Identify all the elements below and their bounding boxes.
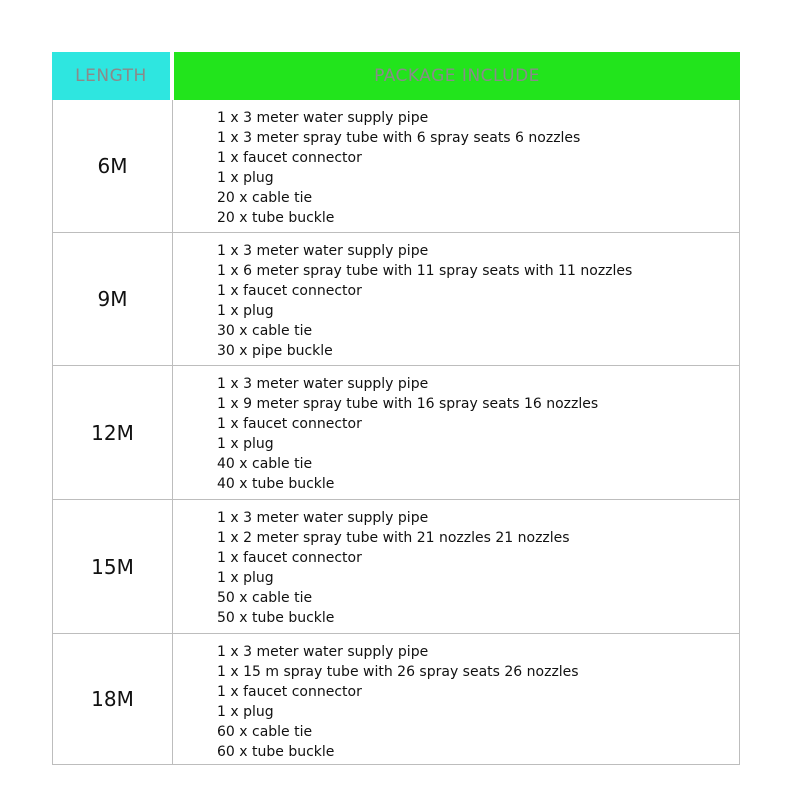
table-header (52, 52, 740, 100)
package-items-cell (173, 366, 739, 499)
package-item: 1 x 3 meter spray tube with 6 spray seats 6 nozzles (217, 130, 581, 146)
table-row (53, 232, 739, 365)
package-item: 1 x 3 meter water supply pipe (217, 110, 429, 126)
package-item: 50 x tube buckle (217, 610, 335, 626)
package-items-cell (173, 100, 739, 232)
package-item: 1 x 3 meter water supply pipe (217, 644, 429, 660)
length-cell: 12M (53, 366, 173, 499)
package-item: 1 x plug (217, 704, 274, 720)
package-item: 60 x cable tie (217, 724, 313, 740)
table-row (53, 365, 739, 499)
package-include-header: PACKAGE INCLUDE (174, 52, 740, 100)
package-item: 1 x 2 meter spray tube with 21 nozzles 21 nozzles (217, 530, 570, 546)
package-item: 1 x 6 meter spray tube with 11 spray seats with 11 nozzles (217, 263, 633, 279)
package-item: 1 x plug (217, 303, 274, 319)
package-item: 50 x cable tie (217, 590, 313, 606)
table-row (53, 633, 739, 764)
package-item: 1 x plug (217, 570, 274, 586)
package-items-cell (173, 500, 739, 633)
package-item: 30 x cable tie (217, 323, 313, 339)
package-items-cell (173, 233, 739, 365)
package-item: 1 x faucet connector (217, 550, 362, 566)
package-item: 1 x faucet connector (217, 416, 362, 432)
package-item: 20 x cable tie (217, 190, 313, 206)
table-row (53, 100, 739, 232)
length-header: LENGTH (52, 52, 170, 100)
table-body (52, 100, 740, 765)
package-item: 1 x faucet connector (217, 684, 362, 700)
length-cell: 18M (53, 634, 173, 764)
package-item: 40 x tube buckle (217, 476, 335, 492)
package-item: 1 x plug (217, 436, 274, 452)
table-row (53, 499, 739, 633)
package-item: 1 x 3 meter water supply pipe (217, 510, 429, 526)
length-cell: 15M (53, 500, 173, 633)
package-item: 1 x 15 m spray tube with 26 spray seats 26 nozzles (217, 664, 579, 680)
package-item: 1 x faucet connector (217, 283, 362, 299)
package-item: 1 x 3 meter water supply pipe (217, 243, 429, 259)
package-item: 30 x pipe buckle (217, 343, 333, 359)
length-cell: 9M (53, 233, 173, 365)
package-item: 60 x tube buckle (217, 744, 335, 760)
package-item: 1 x 3 meter water supply pipe (217, 376, 429, 392)
package-item: 1 x faucet connector (217, 150, 362, 166)
package-item: 1 x plug (217, 170, 274, 186)
package-item: 40 x cable tie (217, 456, 313, 472)
package-items-cell (173, 634, 739, 764)
package-item: 1 x 9 meter spray tube with 16 spray seats 16 nozzles (217, 396, 599, 412)
package-table (52, 52, 740, 765)
package-item: 20 x tube buckle (217, 210, 335, 226)
length-cell: 6M (53, 100, 173, 232)
